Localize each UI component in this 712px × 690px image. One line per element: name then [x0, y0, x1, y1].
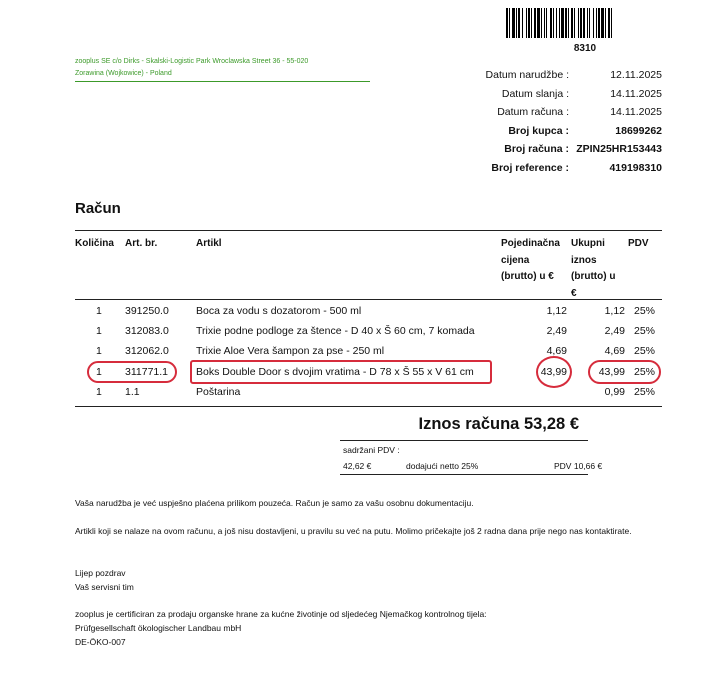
highlight-price-circle [536, 356, 572, 388]
highlight-description-box [190, 360, 492, 384]
vat-amount: PDV 10,66 € [554, 461, 603, 471]
meta-reference-number: Broj reference : 419198310 [491, 161, 662, 174]
highlight-qty-art-oval [87, 361, 177, 383]
payment-note: Vaša narudžba je već uspješno plaćena prilikom pouzeća. Račun je samo za vašu osobnu dokumentaciju. [75, 498, 474, 508]
delivery-note: Artikli koji se nalaze na ovom računu, a još nisu dostavljeni, u pravilu su već na putu. Molimo pričekajte još 2 radna dana prije nego nas kontaktirate. [75, 526, 632, 536]
highlight-total-vat-oval [588, 360, 661, 384]
invoice-total: Iznos računa 53,28 € [418, 415, 579, 433]
certification-note: zooplus je certificiran za prodaju organske hrane za kućne životinje od sljedećeg Njemačkog kontrolnog tijela: [75, 609, 487, 619]
table-row: 1 1.1 Poštarina 0,99 25% [96, 386, 655, 398]
meta-invoice-number: Broj računa : ZPIN25HR153443 [504, 143, 662, 156]
table-bottom-rule [75, 406, 662, 407]
header-article-number: Art. br. [125, 238, 158, 249]
meta-ship-date: Datum slanja : 14.11.2025 [501, 87, 662, 100]
vat-rate-text: dodajući netto 25% [406, 461, 479, 471]
meta-order-date: Datum narudžbe : 12.11.2025 [485, 69, 662, 82]
certifier-code: DE-ÖKO-007 [75, 637, 126, 647]
barcode [506, 8, 664, 38]
header-quantity: Količina [75, 238, 114, 249]
header-vat: PDV [628, 238, 649, 249]
barcode-number: 8310 [573, 43, 597, 54]
header-total: Ukupni iznos (brutto) u € [571, 238, 616, 299]
signature: Vaš servisni tim [75, 582, 134, 592]
vat-net-amount: 42,62 € [343, 461, 372, 471]
sender-line-1: zooplus SE c/o Dirks - Skalski-Logistic Park Wroclawska Street 36 - 55-020 [75, 58, 309, 65]
header-unit-price: Pojedinačna cijena (brutto) u € [501, 238, 560, 282]
invoice-meta [440, 66, 662, 177]
certifier-name: Prüfgesellschaft ökologischer Landbau mbH [75, 623, 242, 633]
table-row: 1 312062.0 Trixie Aloe Vera šampon za pse - 250 ml 4,69 4,69 25% [96, 345, 655, 357]
greeting: Lijep pozdrav [75, 568, 126, 578]
table-top-rule [75, 230, 662, 231]
vat-label: sadržani PDV : [343, 445, 400, 455]
vat-summary [340, 440, 603, 475]
table-row-highlighted: 1 311771.1 Boks Double Door s dvojim vratima - D 78 x Š 55 x V 61 cm 43,99 43,99 25% [96, 366, 655, 378]
meta-invoice-date: Datum računa : 14.11.2025 [497, 106, 662, 119]
header-bottom-rule [75, 299, 662, 300]
header-item: Artikl [196, 238, 222, 249]
sender-address [75, 56, 370, 82]
meta-customer-number: Broj kupca : 18699262 [508, 124, 662, 137]
table-row: 1 312083.0 Trixie podne podloge za štence - D 40 x Š 60 cm, 7 komada 2,49 2,49 25% [96, 325, 655, 337]
table-row: 1 391250.0 Boca za vodu s dozatorom - 500 ml 1,12 1,12 25% [96, 305, 655, 317]
sender-line-2: Zorawina (Wojkowice) - Poland [75, 70, 172, 77]
invoice-title: Račun [75, 200, 121, 217]
